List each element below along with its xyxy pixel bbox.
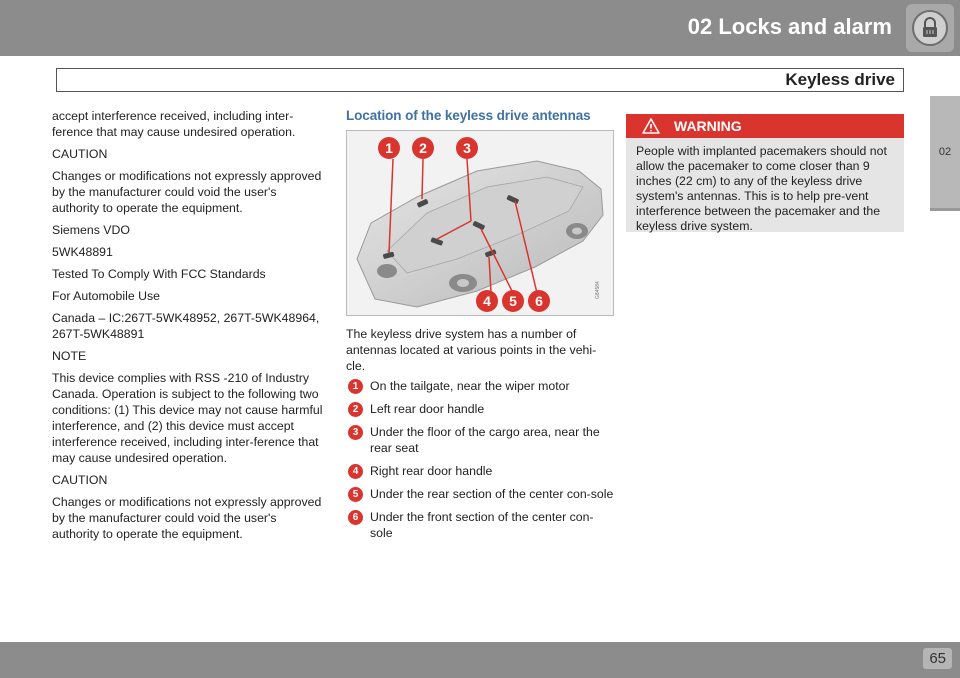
car-antenna-figure: [346, 130, 614, 316]
list-item: [346, 509, 614, 541]
list-item-text: On the tailgate, near the wiper motor: [370, 379, 570, 393]
number-badge: 6: [348, 510, 363, 525]
list-item-text: Under the floor of the cargo area, near the rear seat: [370, 425, 600, 455]
paragraph: This device complies with RSS -210 of Industry Canada. Operation is subject to the following two conditions: (1) This device may not cause harmful interference, and (2) this device must accept interference received, including inter-ference that may cause undesired operation.: [52, 371, 323, 465]
number-badge: 4: [348, 464, 363, 479]
paragraph: Tested To Comply With FCC Standards: [52, 267, 266, 281]
page-number: 65: [923, 648, 952, 669]
callout-label: 3: [463, 140, 471, 156]
list-item: [346, 401, 614, 417]
paragraph: 5WK48891: [52, 245, 113, 259]
warning-title: WARNING: [674, 118, 742, 134]
list-item-text: Under the rear section of the center con-sole: [370, 487, 614, 501]
warning-box: [626, 114, 904, 232]
column-fcc-text: [52, 108, 324, 548]
paragraph: Canada – IC:267T-5WK48952, 267T-5WK48964, 267T-5WK48891: [52, 311, 320, 341]
antenna-heading: Location of the keyless drive antennas: [346, 108, 591, 123]
paragraph: NOTE: [52, 349, 87, 363]
warning-text: People with implanted pacemakers should not allow the pacemaker to come closer than 9 inches (22 cm) to any of the keyless drive system's antennas. This is to help pre-vent interference between the pacemaker and the keyless drive system.: [636, 144, 887, 233]
list-item-text: Left rear door handle: [370, 402, 485, 416]
lock-icon: [906, 4, 954, 52]
paragraph: Siemens VDO: [52, 223, 130, 237]
list-item-text: Under the front section of the center con-sole: [370, 510, 594, 540]
callout-label: 6: [535, 293, 543, 309]
list-item: [346, 378, 614, 394]
number-badge: 2: [348, 402, 363, 417]
list-item-text: Right rear door handle: [370, 464, 493, 478]
number-badge: 5: [348, 487, 363, 502]
callout-label: 1: [385, 140, 393, 156]
paragraph: Changes or modifications not expressly approved by the manufacturer could void the user's authority to operate the equipment.: [52, 169, 322, 215]
page-footer: [0, 642, 960, 678]
list-item: [346, 424, 614, 456]
list-item: [346, 486, 614, 502]
chapter-side-tab: [930, 96, 960, 211]
figure-code: G84584: [595, 281, 601, 299]
callout-label: 5: [509, 293, 517, 309]
side-tab-label: 02: [938, 146, 952, 158]
page-header: [0, 0, 960, 56]
paragraph: accept interference received, including inter-ference that may cause undesired operation.: [52, 109, 296, 139]
paragraph: For Automobile Use: [52, 289, 160, 303]
chapter-title: 02 Locks and alarm: [687, 14, 892, 39]
car-illustration: [347, 131, 613, 315]
paragraph: CAUTION: [52, 147, 108, 161]
list-item: [346, 463, 614, 479]
number-badge: 1: [348, 379, 363, 394]
warning-header: [626, 114, 904, 138]
antenna-intro: The keyless drive system has a number of antennas located at various points in the vehi-cle.: [346, 327, 597, 373]
section-title: Keyless drive: [785, 70, 895, 89]
number-badge: 3: [348, 425, 363, 440]
paragraph: CAUTION: [52, 473, 108, 487]
callout-label: 2: [419, 140, 427, 156]
warning-triangle-icon: [642, 118, 660, 134]
paragraph: Changes or modifications not expressly approved by the manufacturer could void the user's authority to operate the equipment.: [52, 495, 322, 541]
column-antennas: [346, 108, 614, 548]
section-bar: [56, 68, 904, 92]
callout-label: 4: [483, 293, 491, 309]
